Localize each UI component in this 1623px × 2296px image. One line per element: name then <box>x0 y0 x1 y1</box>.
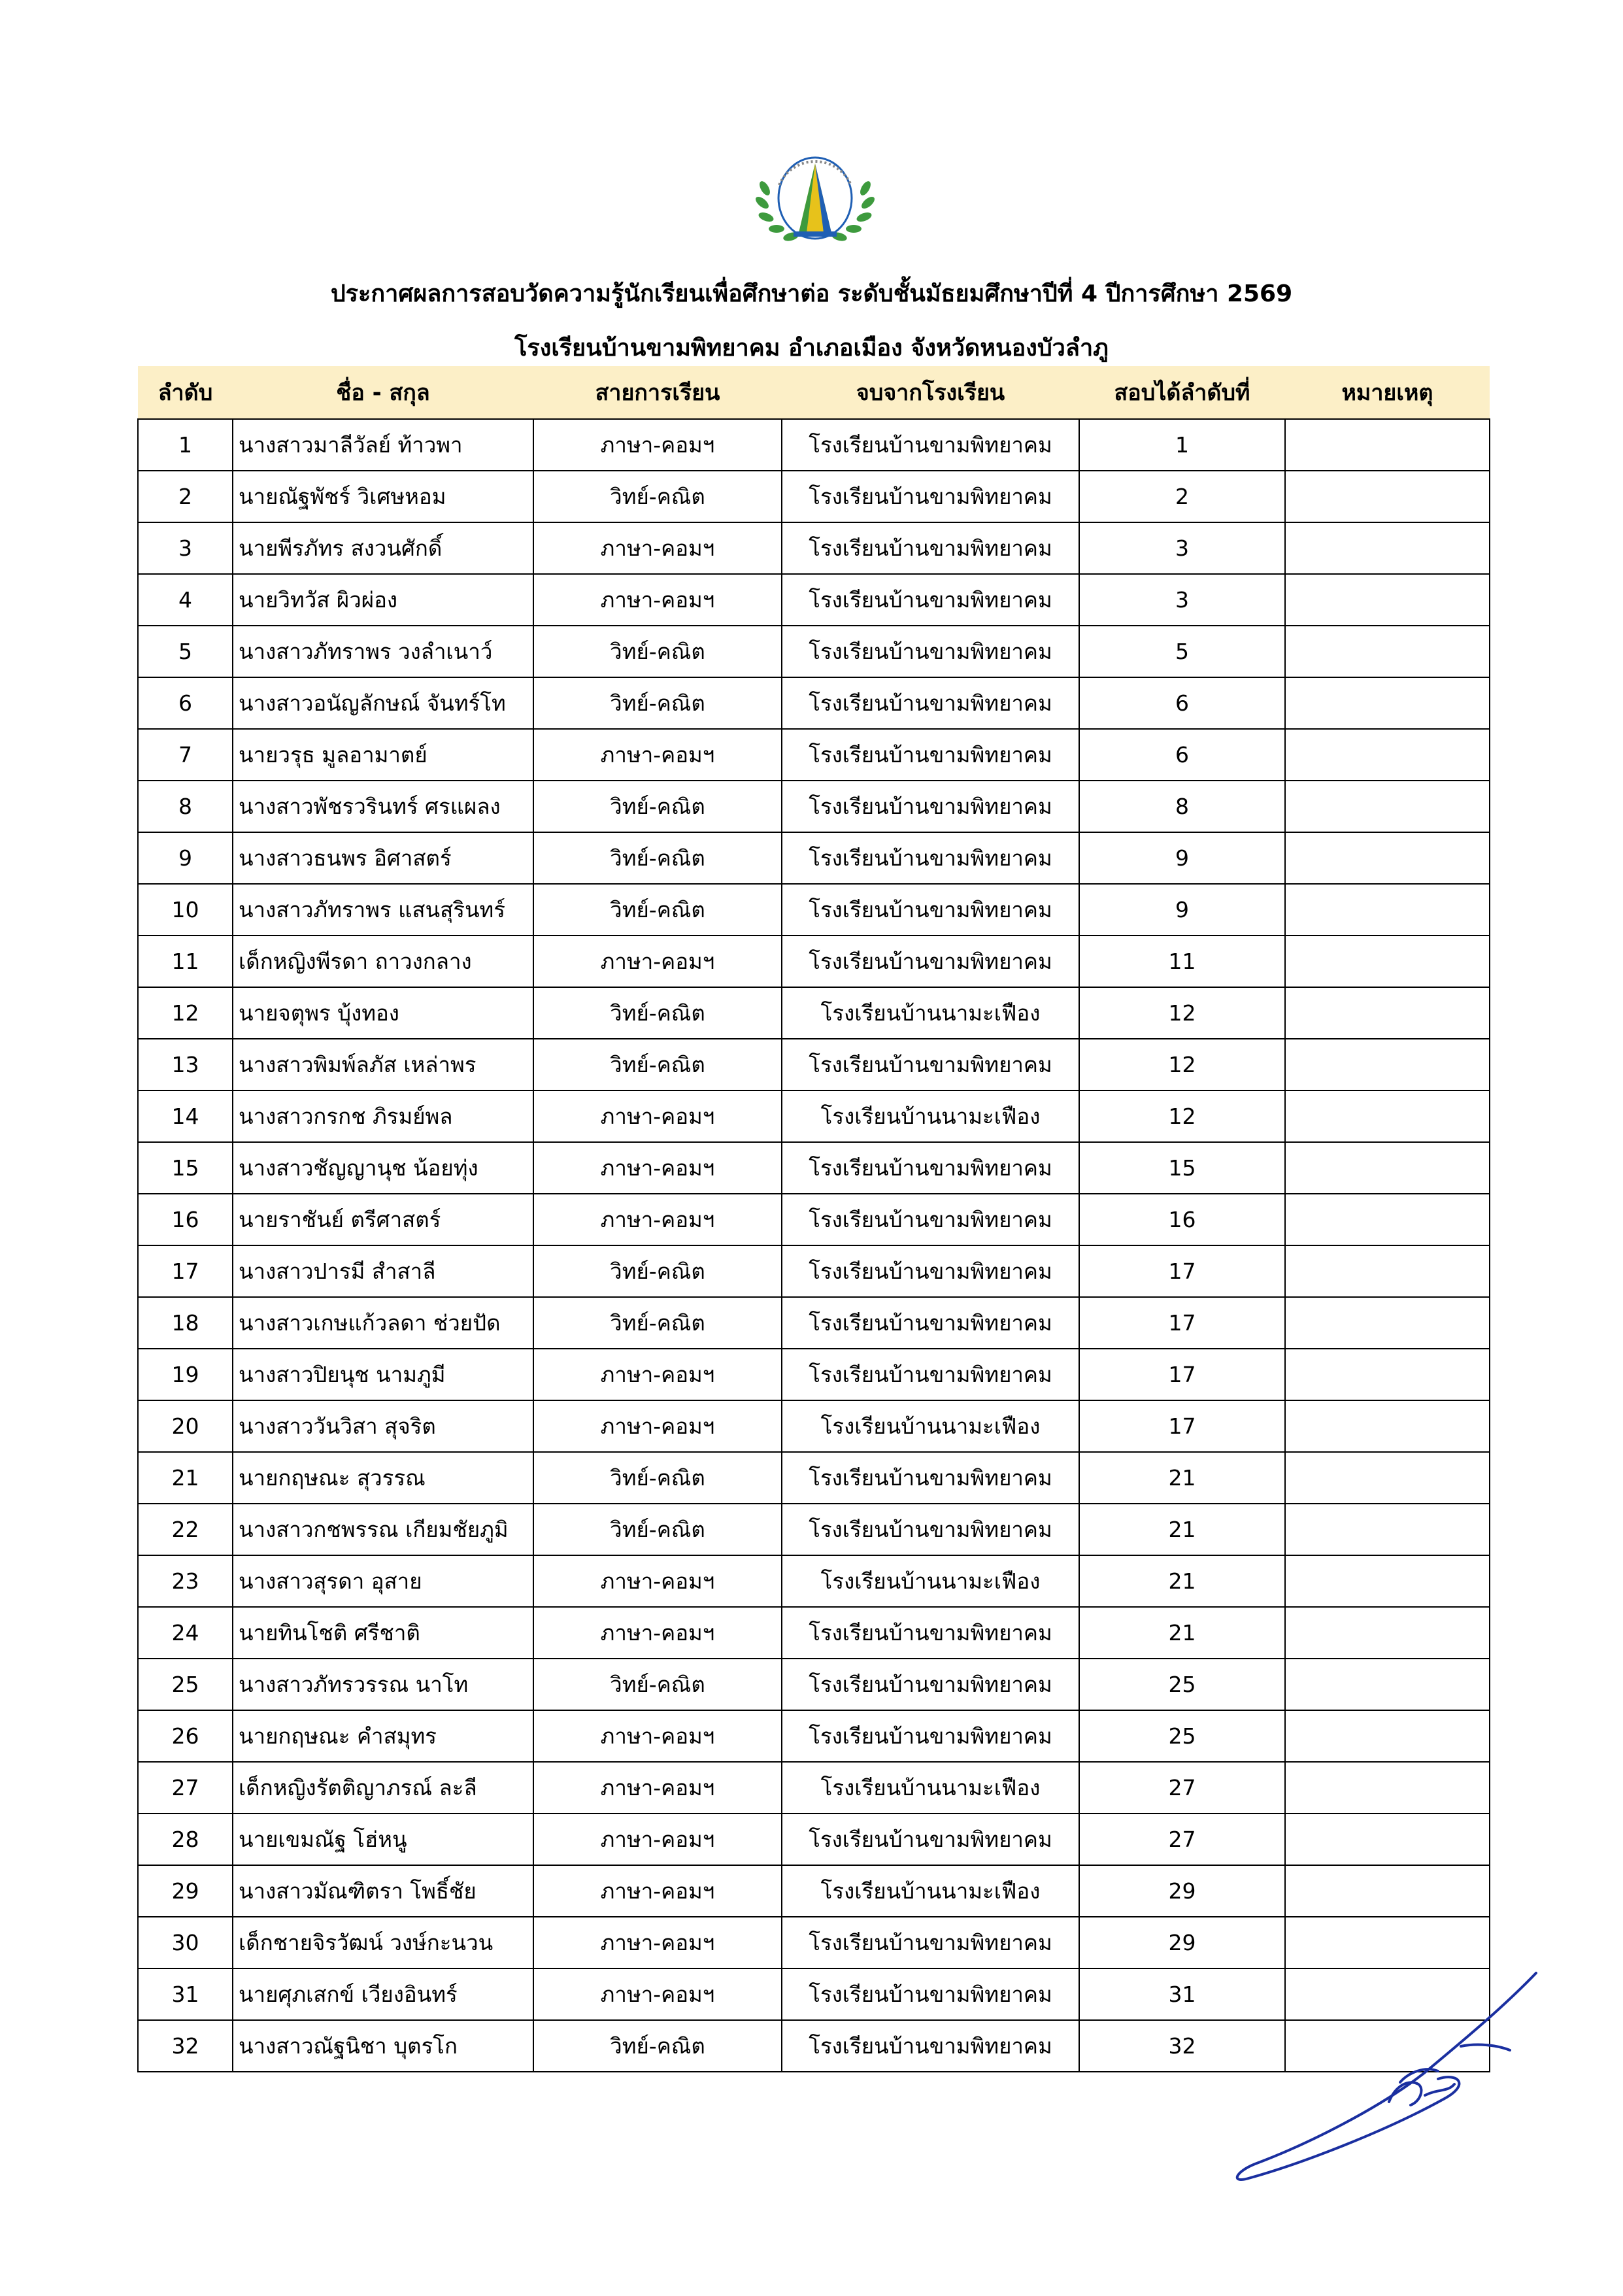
table-row <box>138 1452 1490 1504</box>
student-name-cell: นางสาวสุรดา อุสาย <box>233 1555 533 1607</box>
table-row <box>138 1194 1490 1245</box>
study-program-cell: วิทย์-คณิต <box>533 1659 782 1710</box>
student-name-cell: นางสาวกชพรรณ เกียมชัยภูมิ <box>233 1504 533 1555</box>
row-number-cell: 4 <box>138 574 233 626</box>
table-row <box>138 1090 1490 1142</box>
graduated-school-cell: โรงเรียนบ้านขามพิทยาคม <box>782 1814 1079 1865</box>
remark-cell <box>1285 626 1490 677</box>
remark-cell <box>1285 471 1490 522</box>
remark-cell <box>1285 1710 1490 1762</box>
table-row <box>138 781 1490 832</box>
school-emblem-icon <box>753 149 877 247</box>
exam-rank-cell: 17 <box>1079 1297 1285 1349</box>
graduated-school-cell: โรงเรียนบ้านขามพิทยาคม <box>782 626 1079 677</box>
table-row <box>138 1814 1490 1865</box>
remark-cell <box>1285 1607 1490 1659</box>
remark-cell <box>1285 1659 1490 1710</box>
student-name-cell: นางสาวเกษแก้วลดา ช่วยปัด <box>233 1297 533 1349</box>
remark-cell <box>1285 1762 1490 1814</box>
study-program-cell: ภาษา-คอมฯ <box>533 1865 782 1917</box>
graduated-school-cell: โรงเรียนบ้านขามพิทยาคม <box>782 1142 1079 1194</box>
exam-rank-cell: 21 <box>1079 1504 1285 1555</box>
student-name-cell: นางสาวภัทรวรรณ นาโท <box>233 1659 533 1710</box>
study-program-cell: ภาษา-คอมฯ <box>533 574 782 626</box>
row-number-cell: 16 <box>138 1194 233 1245</box>
exam-rank-cell: 32 <box>1079 2020 1285 2072</box>
row-number-cell: 18 <box>138 1297 233 1349</box>
row-number-cell: 9 <box>138 832 233 884</box>
student-name-cell: เด็กหญิงรัตติญาภรณ์ ละลี <box>233 1762 533 1814</box>
student-name-cell: นายณัฐพัชร์ วิเศษหอม <box>233 471 533 522</box>
row-number-cell: 1 <box>138 419 233 471</box>
row-number-cell: 11 <box>138 936 233 987</box>
student-name-cell: นางสาวปารมี สำสาลี <box>233 1245 533 1297</box>
study-program-cell: วิทย์-คณิต <box>533 832 782 884</box>
row-number-cell: 2 <box>138 471 233 522</box>
remark-cell <box>1285 1039 1490 1090</box>
graduated-school-cell: โรงเรียนบ้านขามพิทยาคม <box>782 1452 1079 1504</box>
graduated-school-cell: โรงเรียนบ้านขามพิทยาคม <box>782 471 1079 522</box>
school-subtitle: โรงเรียนบ้านขามพิทยาคม อำเภอเมือง จังหวัดหนองบัวลำภู <box>514 335 1109 362</box>
row-number-cell: 13 <box>138 1039 233 1090</box>
exam-rank-cell: 3 <box>1079 574 1285 626</box>
exam-rank-cell: 3 <box>1079 522 1285 574</box>
exam-rank-cell: 15 <box>1079 1142 1285 1194</box>
row-number-cell: 17 <box>138 1245 233 1297</box>
graduated-school-cell: โรงเรียนบ้านขามพิทยาคม <box>782 1297 1079 1349</box>
graduated-school-cell: โรงเรียนบ้านนามะเฟือง <box>782 1400 1079 1452</box>
table-row <box>138 1659 1490 1710</box>
study-program-cell: วิทย์-คณิต <box>533 987 782 1039</box>
column-header-note: หมายเหตุ <box>1285 366 1490 419</box>
exam-rank-cell: 29 <box>1079 1865 1285 1917</box>
remark-cell <box>1285 574 1490 626</box>
student-name-cell: นายกฤษณะ สุวรรณ <box>233 1452 533 1504</box>
student-name-cell: นายพีรภัทร สงวนศักดิ์ <box>233 522 533 574</box>
remark-cell <box>1285 522 1490 574</box>
graduated-school-cell: โรงเรียนบ้านขามพิทยาคม <box>782 522 1079 574</box>
study-program-cell: วิทย์-คณิต <box>533 1297 782 1349</box>
graduated-school-cell: โรงเรียนบ้านขามพิทยาคม <box>782 419 1079 471</box>
row-number-cell: 26 <box>138 1710 233 1762</box>
graduated-school-cell: โรงเรียนบ้านขามพิทยาคม <box>782 2020 1079 2072</box>
graduated-school-cell: โรงเรียนบ้านนามะเฟือง <box>782 1865 1079 1917</box>
graduated-school-cell: โรงเรียนบ้านขามพิทยาคม <box>782 781 1079 832</box>
exam-rank-cell: 2 <box>1079 471 1285 522</box>
exam-rank-cell: 16 <box>1079 1194 1285 1245</box>
student-name-cell: นายกฤษณะ คำสมุทร <box>233 1710 533 1762</box>
table-row <box>138 522 1490 574</box>
remark-cell <box>1285 1865 1490 1917</box>
study-program-cell: ภาษา-คอมฯ <box>533 1400 782 1452</box>
graduated-school-cell: โรงเรียนบ้านขามพิทยาคม <box>782 1039 1079 1090</box>
exam-rank-cell: 21 <box>1079 1607 1285 1659</box>
remark-cell <box>1285 1297 1490 1349</box>
exam-rank-cell: 8 <box>1079 781 1285 832</box>
graduated-school-cell: โรงเรียนบ้านนามะเฟือง <box>782 1762 1079 1814</box>
student-name-cell: เด็กชายจิรวัฒน์ วงษ์กะนวน <box>233 1917 533 1968</box>
table-row <box>138 936 1490 987</box>
exam-rank-cell: 1 <box>1079 419 1285 471</box>
student-name-cell: นางสาวภัทราพร แสนสุรินทร์ <box>233 884 533 936</box>
student-name-cell: นายวรุธ มูลอามาตย์ <box>233 729 533 781</box>
exam-rank-cell: 9 <box>1079 884 1285 936</box>
study-program-cell: วิทย์-คณิต <box>533 626 782 677</box>
results-table <box>137 366 1490 2072</box>
graduated-school-cell: โรงเรียนบ้านขามพิทยาคม <box>782 1710 1079 1762</box>
table-row <box>138 677 1490 729</box>
study-program-cell: ภาษา-คอมฯ <box>533 419 782 471</box>
study-program-cell: ภาษา-คอมฯ <box>533 1917 782 1968</box>
column-header-name: ชื่อ - สกุล <box>233 366 533 419</box>
remark-cell <box>1285 1917 1490 1968</box>
graduated-school-cell: โรงเรียนบ้านขามพิทยาคม <box>782 832 1079 884</box>
column-header-order: ลำดับ <box>138 366 233 419</box>
graduated-school-cell: โรงเรียนบ้านนามะเฟือง <box>782 1090 1079 1142</box>
study-program-cell: วิทย์-คณิต <box>533 677 782 729</box>
row-number-cell: 6 <box>138 677 233 729</box>
exam-rank-cell: 12 <box>1079 987 1285 1039</box>
exam-rank-cell: 27 <box>1079 1762 1285 1814</box>
row-number-cell: 21 <box>138 1452 233 1504</box>
graduated-school-cell: โรงเรียนบ้านขามพิทยาคม <box>782 1349 1079 1400</box>
exam-rank-cell: 17 <box>1079 1349 1285 1400</box>
student-name-cell: นายศุภเสกข์ เวียงอินทร์ <box>233 1968 533 2020</box>
student-name-cell: นางสาวภัทราพร วงลำเนาว์ <box>233 626 533 677</box>
student-name-cell: นายเขมณัฐ โฮ่หนู <box>233 1814 533 1865</box>
row-number-cell: 31 <box>138 1968 233 2020</box>
row-number-cell: 25 <box>138 1659 233 1710</box>
table-row <box>138 1504 1490 1555</box>
study-program-cell: วิทย์-คณิต <box>533 1504 782 1555</box>
exam-rank-cell: 29 <box>1079 1917 1285 1968</box>
graduated-school-cell: โรงเรียนบ้านขามพิทยาคม <box>782 574 1079 626</box>
table-header-row <box>138 366 1490 419</box>
remark-cell <box>1285 884 1490 936</box>
student-name-cell: นางสาวชัญญานุช น้อยทุ่ง <box>233 1142 533 1194</box>
student-name-cell: นายจตุพร บุ้งทอง <box>233 987 533 1039</box>
remark-cell <box>1285 677 1490 729</box>
exam-rank-cell: 21 <box>1079 1452 1285 1504</box>
study-program-cell: วิทย์-คณิต <box>533 2020 782 2072</box>
study-program-cell: ภาษา-คอมฯ <box>533 1349 782 1400</box>
graduated-school-cell: โรงเรียนบ้านขามพิทยาคม <box>782 936 1079 987</box>
graduated-school-cell: โรงเรียนบ้านขามพิทยาคม <box>782 1504 1079 1555</box>
graduated-school-cell: โรงเรียนบ้านขามพิทยาคม <box>782 884 1079 936</box>
table-row <box>138 1555 1490 1607</box>
row-number-cell: 5 <box>138 626 233 677</box>
student-name-cell: นางสาวกรกช ภิรมย์พล <box>233 1090 533 1142</box>
study-program-cell: ภาษา-คอมฯ <box>533 522 782 574</box>
study-program-cell: ภาษา-คอมฯ <box>533 1142 782 1194</box>
student-name-cell: นายวิทวัส ผิวผ่อง <box>233 574 533 626</box>
student-name-cell: เด็กหญิงพีรดา ถาวงกลาง <box>233 936 533 987</box>
exam-rank-cell: 27 <box>1079 1814 1285 1865</box>
table-row <box>138 1400 1490 1452</box>
graduated-school-cell: โรงเรียนบ้านขามพิทยาคม <box>782 677 1079 729</box>
remark-cell <box>1285 987 1490 1039</box>
row-number-cell: 27 <box>138 1762 233 1814</box>
table-row <box>138 574 1490 626</box>
graduated-school-cell: โรงเรียนบ้านขามพิทยาคม <box>782 1968 1079 2020</box>
remark-cell <box>1285 1452 1490 1504</box>
remark-cell <box>1285 1090 1490 1142</box>
remark-cell <box>1285 729 1490 781</box>
exam-rank-cell: 6 <box>1079 677 1285 729</box>
table-row <box>138 1297 1490 1349</box>
exam-rank-cell: 25 <box>1079 1659 1285 1710</box>
study-program-cell: วิทย์-คณิต <box>533 781 782 832</box>
student-name-cell: นางสาวมาลีวัลย์ ท้าวพา <box>233 419 533 471</box>
student-name-cell: นางสาวปิยนุช นามภูมี <box>233 1349 533 1400</box>
student-name-cell: นางสาวพิมพ์ลภัส เหล่าพร <box>233 1039 533 1090</box>
row-number-cell: 32 <box>138 2020 233 2072</box>
table-row <box>138 1917 1490 1968</box>
study-program-cell: ภาษา-คอมฯ <box>533 1710 782 1762</box>
row-number-cell: 12 <box>138 987 233 1039</box>
study-program-cell: ภาษา-คอมฯ <box>533 1607 782 1659</box>
row-number-cell: 30 <box>138 1917 233 1968</box>
student-name-cell: นางสาวณัฐนิชา บุตรโก <box>233 2020 533 2072</box>
row-number-cell: 28 <box>138 1814 233 1865</box>
column-header-school: จบจากโรงเรียน <box>782 366 1079 419</box>
exam-rank-cell: 9 <box>1079 832 1285 884</box>
row-number-cell: 23 <box>138 1555 233 1607</box>
remark-cell <box>1285 1400 1490 1452</box>
announcement-title: ประกาศผลการสอบวัดความรู้นักเรียนเพื่อศึกษาต่อ ระดับชั้นมัธยมศึกษาปีที่ 4 ปีการศึกษา 2569 <box>330 280 1293 307</box>
study-program-cell: วิทย์-คณิต <box>533 1039 782 1090</box>
remark-cell <box>1285 419 1490 471</box>
study-program-cell: วิทย์-คณิต <box>533 884 782 936</box>
exam-rank-cell: 31 <box>1079 1968 1285 2020</box>
table-row <box>138 1762 1490 1814</box>
column-header-program: สายการเรียน <box>533 366 782 419</box>
student-name-cell: นางสาวธนพร อิศาสตร์ <box>233 832 533 884</box>
table-row <box>138 1142 1490 1194</box>
table-row <box>138 884 1490 936</box>
row-number-cell: 14 <box>138 1090 233 1142</box>
student-name-cell: นางสาวอนัญลักษณ์ จันทร์โท <box>233 677 533 729</box>
table-row <box>138 987 1490 1039</box>
student-name-cell: นางสาวมัณฑิตรา โพธิ์ชัย <box>233 1865 533 1917</box>
row-number-cell: 3 <box>138 522 233 574</box>
exam-rank-cell: 21 <box>1079 1555 1285 1607</box>
study-program-cell: วิทย์-คณิต <box>533 1245 782 1297</box>
row-number-cell: 24 <box>138 1607 233 1659</box>
table-row <box>138 1039 1490 1090</box>
exam-rank-cell: 17 <box>1079 1245 1285 1297</box>
table-row <box>138 471 1490 522</box>
study-program-cell: วิทย์-คณิต <box>533 471 782 522</box>
study-program-cell: ภาษา-คอมฯ <box>533 1555 782 1607</box>
row-number-cell: 7 <box>138 729 233 781</box>
student-name-cell: นางสาวพัชรวรินทร์ ศรแผลง <box>233 781 533 832</box>
exam-rank-cell: 12 <box>1079 1090 1285 1142</box>
table-row <box>138 729 1490 781</box>
student-name-cell: นายทินโชติ ศรีชาติ <box>233 1607 533 1659</box>
remark-cell <box>1285 936 1490 987</box>
student-name-cell: นางสาววันวิสา สุจริต <box>233 1400 533 1452</box>
table-row <box>138 1710 1490 1762</box>
remark-cell <box>1285 832 1490 884</box>
row-number-cell: 22 <box>138 1504 233 1555</box>
remark-cell <box>1285 1504 1490 1555</box>
row-number-cell: 29 <box>138 1865 233 1917</box>
graduated-school-cell: โรงเรียนบ้านขามพิทยาคม <box>782 1607 1079 1659</box>
table-row <box>138 1245 1490 1297</box>
table-row <box>138 1607 1490 1659</box>
study-program-cell: ภาษา-คอมฯ <box>533 1968 782 2020</box>
row-number-cell: 15 <box>138 1142 233 1194</box>
study-program-cell: ภาษา-คอมฯ <box>533 729 782 781</box>
row-number-cell: 8 <box>138 781 233 832</box>
study-program-cell: ภาษา-คอมฯ <box>533 1194 782 1245</box>
graduated-school-cell: โรงเรียนบ้านนามะเฟือง <box>782 1555 1079 1607</box>
handwritten-signature-icon <box>1229 1968 1543 2184</box>
graduated-school-cell: โรงเรียนบ้านขามพิทยาคม <box>782 1659 1079 1710</box>
table-row <box>138 832 1490 884</box>
graduated-school-cell: โรงเรียนบ้านขามพิทยาคม <box>782 1917 1079 1968</box>
remark-cell <box>1285 1814 1490 1865</box>
graduated-school-cell: โรงเรียนบ้านขามพิทยาคม <box>782 1245 1079 1297</box>
exam-rank-cell: 17 <box>1079 1400 1285 1452</box>
table-row <box>138 1349 1490 1400</box>
remark-cell <box>1285 1349 1490 1400</box>
row-number-cell: 20 <box>138 1400 233 1452</box>
graduated-school-cell: โรงเรียนบ้านขามพิทยาคม <box>782 1194 1079 1245</box>
exam-rank-cell: 6 <box>1079 729 1285 781</box>
exam-rank-cell: 25 <box>1079 1710 1285 1762</box>
remark-cell <box>1285 1555 1490 1607</box>
exam-rank-cell: 5 <box>1079 626 1285 677</box>
graduated-school-cell: โรงเรียนบ้านนามะเฟือง <box>782 987 1079 1039</box>
row-number-cell: 19 <box>138 1349 233 1400</box>
remark-cell <box>1285 1142 1490 1194</box>
row-number-cell: 10 <box>138 884 233 936</box>
table-row <box>138 626 1490 677</box>
study-program-cell: ภาษา-คอมฯ <box>533 1762 782 1814</box>
remark-cell <box>1285 1194 1490 1245</box>
exam-rank-cell: 11 <box>1079 936 1285 987</box>
exam-rank-cell: 12 <box>1079 1039 1285 1090</box>
student-name-cell: นายราชันย์ ตรีศาสตร์ <box>233 1194 533 1245</box>
study-program-cell: วิทย์-คณิต <box>533 1452 782 1504</box>
remark-cell <box>1285 1245 1490 1297</box>
table-row <box>138 1865 1490 1917</box>
graduated-school-cell: โรงเรียนบ้านขามพิทยาคม <box>782 729 1079 781</box>
study-program-cell: ภาษา-คอมฯ <box>533 1814 782 1865</box>
study-program-cell: ภาษา-คอมฯ <box>533 936 782 987</box>
table-row <box>138 419 1490 471</box>
column-header-rank: สอบได้ลำดับที่ <box>1079 366 1285 419</box>
study-program-cell: ภาษา-คอมฯ <box>533 1090 782 1142</box>
remark-cell <box>1285 781 1490 832</box>
